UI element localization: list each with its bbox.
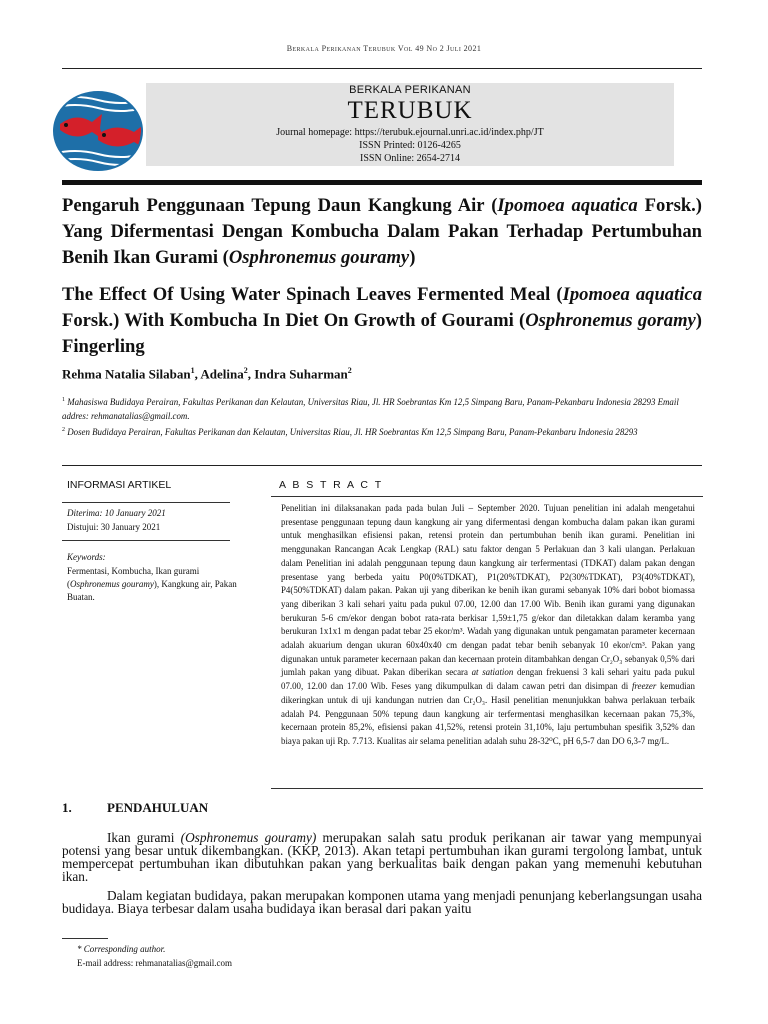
received-date: Diterima: 10 January 2021 <box>67 508 166 518</box>
title-indonesian: Pengaruh Penggunaan Tepung Daun Kangkung Air (Ipomoea aquatica Forsk.) Yang Difermentasi Dengan Kombucha Dalam Pakan Terhadap Pertumbuhan Benih Ikan Gurami (Osphronemus gouramy) <box>62 195 703 268</box>
abstract-text: Penelitian ini dilaksanakan pada pada bulan Juli – September 2020. Tujuan penelitian ini adalah mengetahui presentase penggunaan tepung daun kangkung air yang difermentasi dengan kombucha dalam pakan ikan gurami untuk menghasilkan efisiensi pakan, retensi protein dan pertumbuhan benih ikan gurami. Penelitian ini menggunakan Rancangan Acak Lengkap (RAL) satu faktor dengan 5 Perlakuan dan 3 kali ulangan. Perlakuan dalam Penelitian ini adalah penggunaan tepung daun kangkung air terfermentasi (TDKAT) dalam pakan dengan presentase yang berbeda yaitu P0(0%TDKAT), P1(20%TDKAT), P2(30%TDKAT), P3(40%TDKAT), P4(50%TDKAT) dalam pakan. Pakan uji yang diberikan ke benih ikan gurami sebanyak 10% dari bobot biomassa yang diberikan 3 kali sehari yaitu pada pukul 07.00, 12.00 dan 17.00 Wib. Benih ikan gurami yang digunakan berukuran 5-6 cm/ekor dengan bobot rata-rata berkisar 1,59±1,75 g/ekor dan diletakkan dalam keramba yang berukuran 1x1x1 m dengan padat tebar 25 ekor/m³. Wadah yang digunakan untuk pengamatan parameter kecernaan adalah akuarium dengan ukuran 60x40x40 cm dengan padat tebar benih sebanyak 10 ekor/cm³. Pakan yang digunakan untuk parameter kecernaan pakan dan kecernaan protein ditambahkan dengan Cr₂O₃ sebanyak 0,5% dari jumlah pakan yang dibuat. Pakan diberikan secara at satiation dengan frekuensi 3 kali sehari yaitu pada pukul 07.00, 12.00 dan 17.00 Wib. Feses yang dikumpulkan di dalam cawan petri dan disimpan di freezer kemudian dikeringkan untuk di uji kandungan nutrien dan Cr₂O₃. Hasil penelitian menunjukkan bahwa perlakuan terbaik adalah P4. Penggunaan 50% tepung daun kangkung air terfermentasi menghasilkan kecernaan pakan 75,3%, kecernaan protein 85,2%, efisiensi pakan 41,52%, retensi protein 31,10%, laju pertumbuhan spesifik 3,52% dan biaya pakan uji Rp. 7.713. Kualitas air selama penelitian adalah suhu 28-32⁰C, pH 6,5-7 dan DO 6,3-7 mg/L. <box>281 503 695 746</box>
keywords-list: Fermentasi, Kombucha, Ikan gurami (Osphronemus gouramy), Kangkung air, Pakan Buatan. <box>67 566 237 602</box>
article-info-heading: INFORMASI ARTIKEL <box>67 479 172 491</box>
journal-title: TERUBUK <box>347 97 473 124</box>
journal-logo-icon <box>52 90 144 172</box>
body-paragraph-2: Dalam kegiatan budidaya, pakan merupakan komponen utama yang menjadi penunjang keberlangsungan usaha budidaya. Biaya terbesar dalam usaha budidaya ikan berasal dari pakan yaitu <box>62 888 702 916</box>
affiliation-2: $^2$ Dosen Budidaya Perairan, Fakultas Perikanan dan Kelautan, Universitas Riau, Jl. HR Soebrantas Km 12,5 Simpang Baru, Panam-Pekanbaru Indonesia 28293 <box>62 426 638 437</box>
issn-online: ISSN Online: 2654-2714 <box>360 153 460 164</box>
corresponding-note: * Corresponding author. <box>77 944 166 954</box>
body-paragraph-1: Ikan gurami (Osphronemus gouramy) merupakan salah satu produk perikanan air tawar yang mempunyai potensi yang besar untuk dikembangkan. (KKP, 2013). Akan tetapi pertumbuhan ikan gurami tergolong lambat, untuk mempercepat pertumbuhan ikan dibutuhkan pakan yang berkualitas baik dengan pakan yang memenuhi kebutuhan ikan. <box>62 830 702 884</box>
abstract-rule-top <box>271 496 703 497</box>
info-rule <box>62 540 230 541</box>
footnote-rule <box>62 938 108 939</box>
author-list: Rehma Natalia Silaban$^1$, Adelina$^2$, Indra Suharman$^2$ <box>62 366 352 382</box>
abstract-rule-bottom <box>271 788 703 789</box>
header-rule <box>62 68 702 69</box>
section-title: PENDAHULUAN <box>107 800 209 815</box>
header-thick-rule <box>62 180 702 185</box>
abstract-heading: A B S T R A C T <box>279 479 384 491</box>
running-header: Berkala Perikanan Terubuk Vol 49 No 2 Juli 2021 <box>286 44 482 53</box>
corresponding-email: E-mail address: rehmanatalias@gmail.com <box>77 958 232 968</box>
affiliation-1: $^1$ Mahasiswa Budidaya Perairan, Fakultas Perikanan dan Kelautan, Universitas Riau, Jl. HR Soebrantas Km 12,5 Simpang Baru, Panam-Pekanbaru Indonesia 28293 Email addres: rehmanatalias@gmail.com. <box>62 396 679 421</box>
author-name: Rehma Natalia Silaban <box>62 366 191 382</box>
author-name: Indra Suharman <box>254 366 348 382</box>
info-rule <box>62 502 230 503</box>
section-number: 1. <box>62 800 72 815</box>
keywords-label: Keywords: <box>67 552 106 562</box>
issn-print: ISSN Printed: 0126-4265 <box>359 140 461 151</box>
title-english: The Effect Of Using Water Spinach Leaves Fermented Meal (Ipomoea aquatica Forsk.) With Kombucha In Diet On Growth of Gourami (Osphronemus goramy) Fingerling <box>62 284 702 357</box>
journal-homepage: Journal homepage: https://terubuk.ejournal.unri.ac.id/index.php/JT <box>276 127 544 138</box>
author-name: Adelina <box>200 366 244 382</box>
accepted-date: Distujui: 30 January 2021 <box>67 522 161 532</box>
section-rule <box>62 465 702 466</box>
journal-series-name: BERKALA PERIKANAN <box>349 84 471 96</box>
